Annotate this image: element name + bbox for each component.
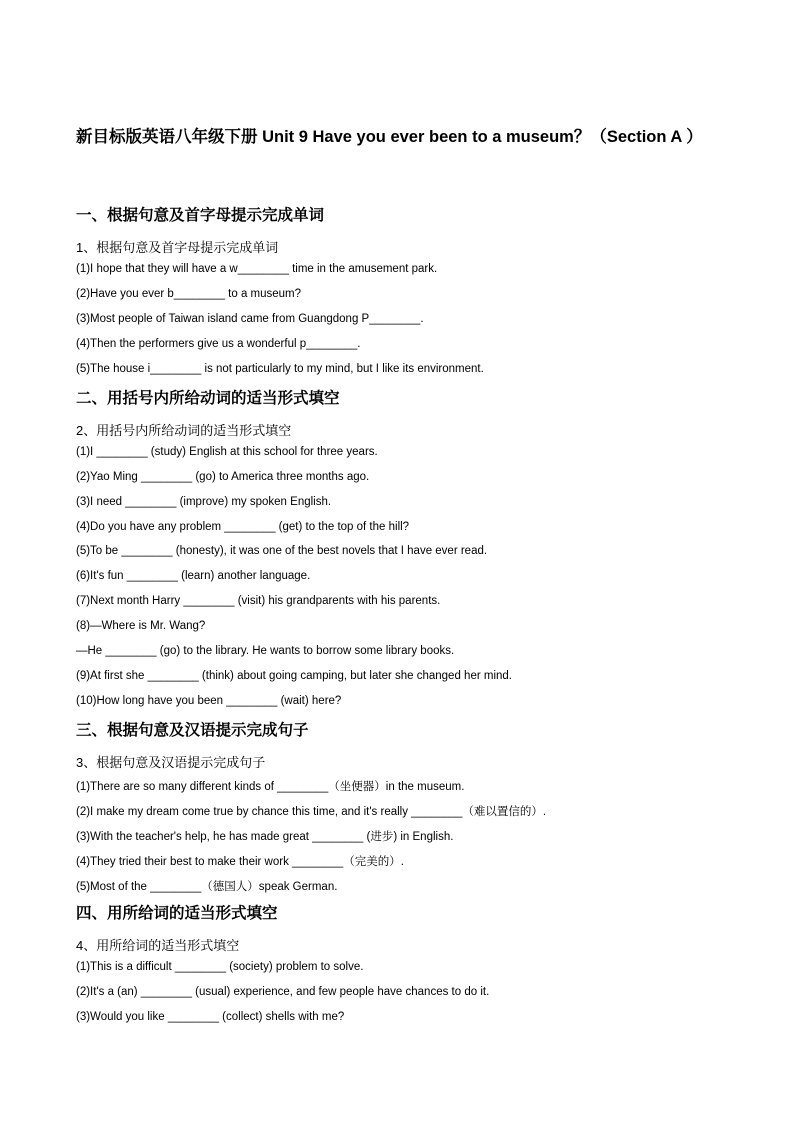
exercise-item: (5)The house i________ is not particularly to my mind, but I like its environment. <box>76 363 484 375</box>
exercise-item: (4)Do you have any problem ________ (get) to the top of the hill? <box>76 521 410 533</box>
exercise-item: (3)With the teacher's help, he has made great ________ (进步) in English. <box>76 831 454 843</box>
section-subheading-3: 3、根据句意及汉语提示完成句子 <box>76 755 266 770</box>
exercise-item: (2)I make my dream come true by chance this time, and it's really ________（难以置信的）. <box>76 806 547 818</box>
exercise-item: (3)Most people of Taiwan island came from Guangdong P________. <box>76 313 424 325</box>
exercise-item: (9)At first she ________ (think) about going camping, but later she changed her mind. <box>76 670 512 682</box>
exercise-item: (10)How long have you been ________ (wait) here? <box>76 695 342 707</box>
section-subheading-1: 1、根据句意及首字母提示完成单词 <box>76 240 279 255</box>
exercise-item: (3)Would you like ________ (collect) shells with me? <box>76 1011 345 1023</box>
section-subheading-2: 2、用括号内所给动词的适当形式填空 <box>76 423 292 438</box>
exercise-item: (1)This is a difficult ________ (society) problem to solve. <box>76 961 364 973</box>
exercise-item: (5)To be ________ (honesty), it was one of the best novels that I have ever read. <box>76 545 488 557</box>
exercise-item: (2)Yao Ming ________ (go) to America three months ago. <box>76 471 370 483</box>
exercise-item: (1)I ________ (study) English at this school for three years. <box>76 446 378 458</box>
exercise-item: (2)It's a (an) ________ (usual) experience, and few people have chances to do it. <box>76 986 490 998</box>
page-title: 新目标版英语八年级下册 Unit 9 Have you ever been to a museum？（Section A ） <box>76 128 703 146</box>
section-heading-4: 四、用所给词的适当形式填空 <box>76 905 278 922</box>
exercise-item: (2)Have you ever b________ to a museum? <box>76 288 302 300</box>
section-heading-3: 三、根据句意及汉语提示完成句子 <box>76 722 309 739</box>
section-subheading-4: 4、用所给词的适当形式填空 <box>76 938 240 953</box>
exercise-item: (1)There are so many different kinds of ________（坐便器）in the museum. <box>76 781 465 793</box>
section-heading-2: 二、用括号内所给动词的适当形式填空 <box>76 390 340 407</box>
section-heading-1: 一、根据句意及首字母提示完成单词 <box>76 207 325 224</box>
exercise-item: (1)I hope that they will have a w________ time in the amusement park. <box>76 263 438 275</box>
exercise-item: (4)Then the performers give us a wonderful p________. <box>76 338 361 350</box>
exercise-item: (5)Most of the ________（德国人）speak German. <box>76 881 338 893</box>
exercise-item: (7)Next month Harry ________ (visit) his grandparents with his parents. <box>76 595 441 607</box>
exercise-item: —He ________ (go) to the library. He wants to borrow some library books. <box>76 645 455 657</box>
exercise-item: (4)They tried their best to make their work ________（完美的）. <box>76 856 404 868</box>
exercise-item: (6)It's fun ________ (learn) another language. <box>76 570 311 582</box>
exercise-item: (3)I need ________ (improve) my spoken English. <box>76 496 332 508</box>
exercise-item: (8)—Where is Mr. Wang? <box>76 620 206 632</box>
